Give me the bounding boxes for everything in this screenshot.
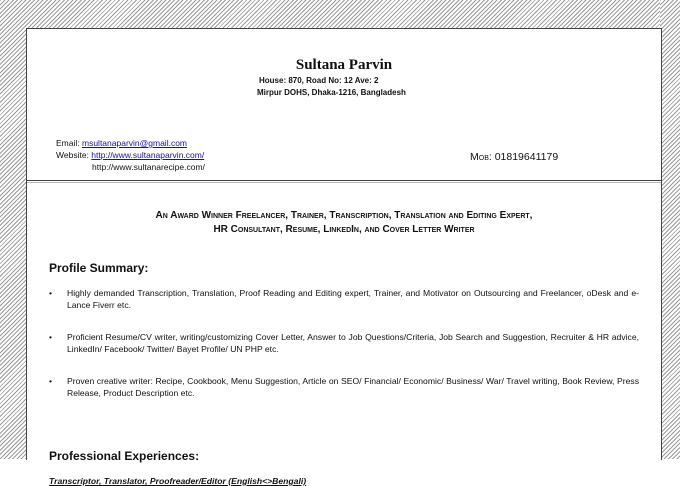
bullet-icon: • (49, 376, 53, 386)
page-border-right (660, 0, 680, 459)
address-line-2: Mirpur DOHS, Dhaka-1216, Bangladesh (257, 88, 406, 97)
bullet-icon: • (49, 288, 53, 298)
list-item (49, 331, 639, 355)
job-title: Transcriptor, Translator, Proofreader/Editor (English<>Bengali) (49, 476, 307, 486)
professional-headline (27, 209, 661, 237)
headline-line-1: An Award Winner Freelancer, Trainer, Transcription, Translation and Editing Expert, (155, 210, 533, 221)
summary-item-text: Proven creative writer: Recipe, Cookbook, Menu Suggestion, Article on SEO/ Financial/ Economic/ Business/ War/ Travel writing, Book Review, Press Release, Product Description etc. (67, 376, 639, 398)
list-item (49, 375, 639, 399)
email-link[interactable]: msultanaparvin@gmail.com (82, 138, 188, 148)
website-2: http://www.sultanarecipe.com/ (92, 162, 205, 172)
header-divider-shadow (27, 182, 661, 183)
resume-page (26, 28, 662, 486)
website-label: Website: (56, 150, 89, 160)
mobile-number: 01819641179 (494, 151, 559, 163)
mobile-row (470, 151, 558, 163)
summary-item-text: Proficient Resume/CV writer, writing/customizing Cover Letter, Answer to Job Questions/Criteria, Job Search and Suggestion, Recruiter & HR advice, LinkedIn/ Facebook/ Twitter/ Bayet Profile/ UN PHP etc. (67, 332, 639, 354)
header-divider (27, 180, 661, 181)
summary-item-text: Highly demanded Transcription, Translation, Proof Reading and Editing expert, Trainer, and Motivator on Outsourcing and Freelancer, oDesk and e-Lance Fiverr etc. (67, 288, 639, 310)
page-border-top (0, 0, 680, 28)
page-border-left (0, 0, 26, 459)
mobile-label: Mob: (470, 151, 492, 163)
email-label: Email: (56, 138, 80, 148)
headline-line-2: HR Consultant, Resume, LinkedIn, and Cover Letter Writer (213, 224, 475, 235)
list-item (49, 287, 639, 311)
email-row (56, 138, 187, 148)
candidate-name: Sultana Parvin (295, 57, 393, 73)
profile-summary-title: Profile Summary: (49, 261, 149, 275)
website-link[interactable]: http://www.sultanaparvin.com/ (91, 150, 205, 160)
bullet-icon: • (49, 332, 53, 342)
website-row (56, 150, 204, 160)
experience-title: Professional Experiences: (49, 449, 200, 463)
address-line-1: House: 870, Road No: 12 Ave: 2 (259, 76, 379, 85)
